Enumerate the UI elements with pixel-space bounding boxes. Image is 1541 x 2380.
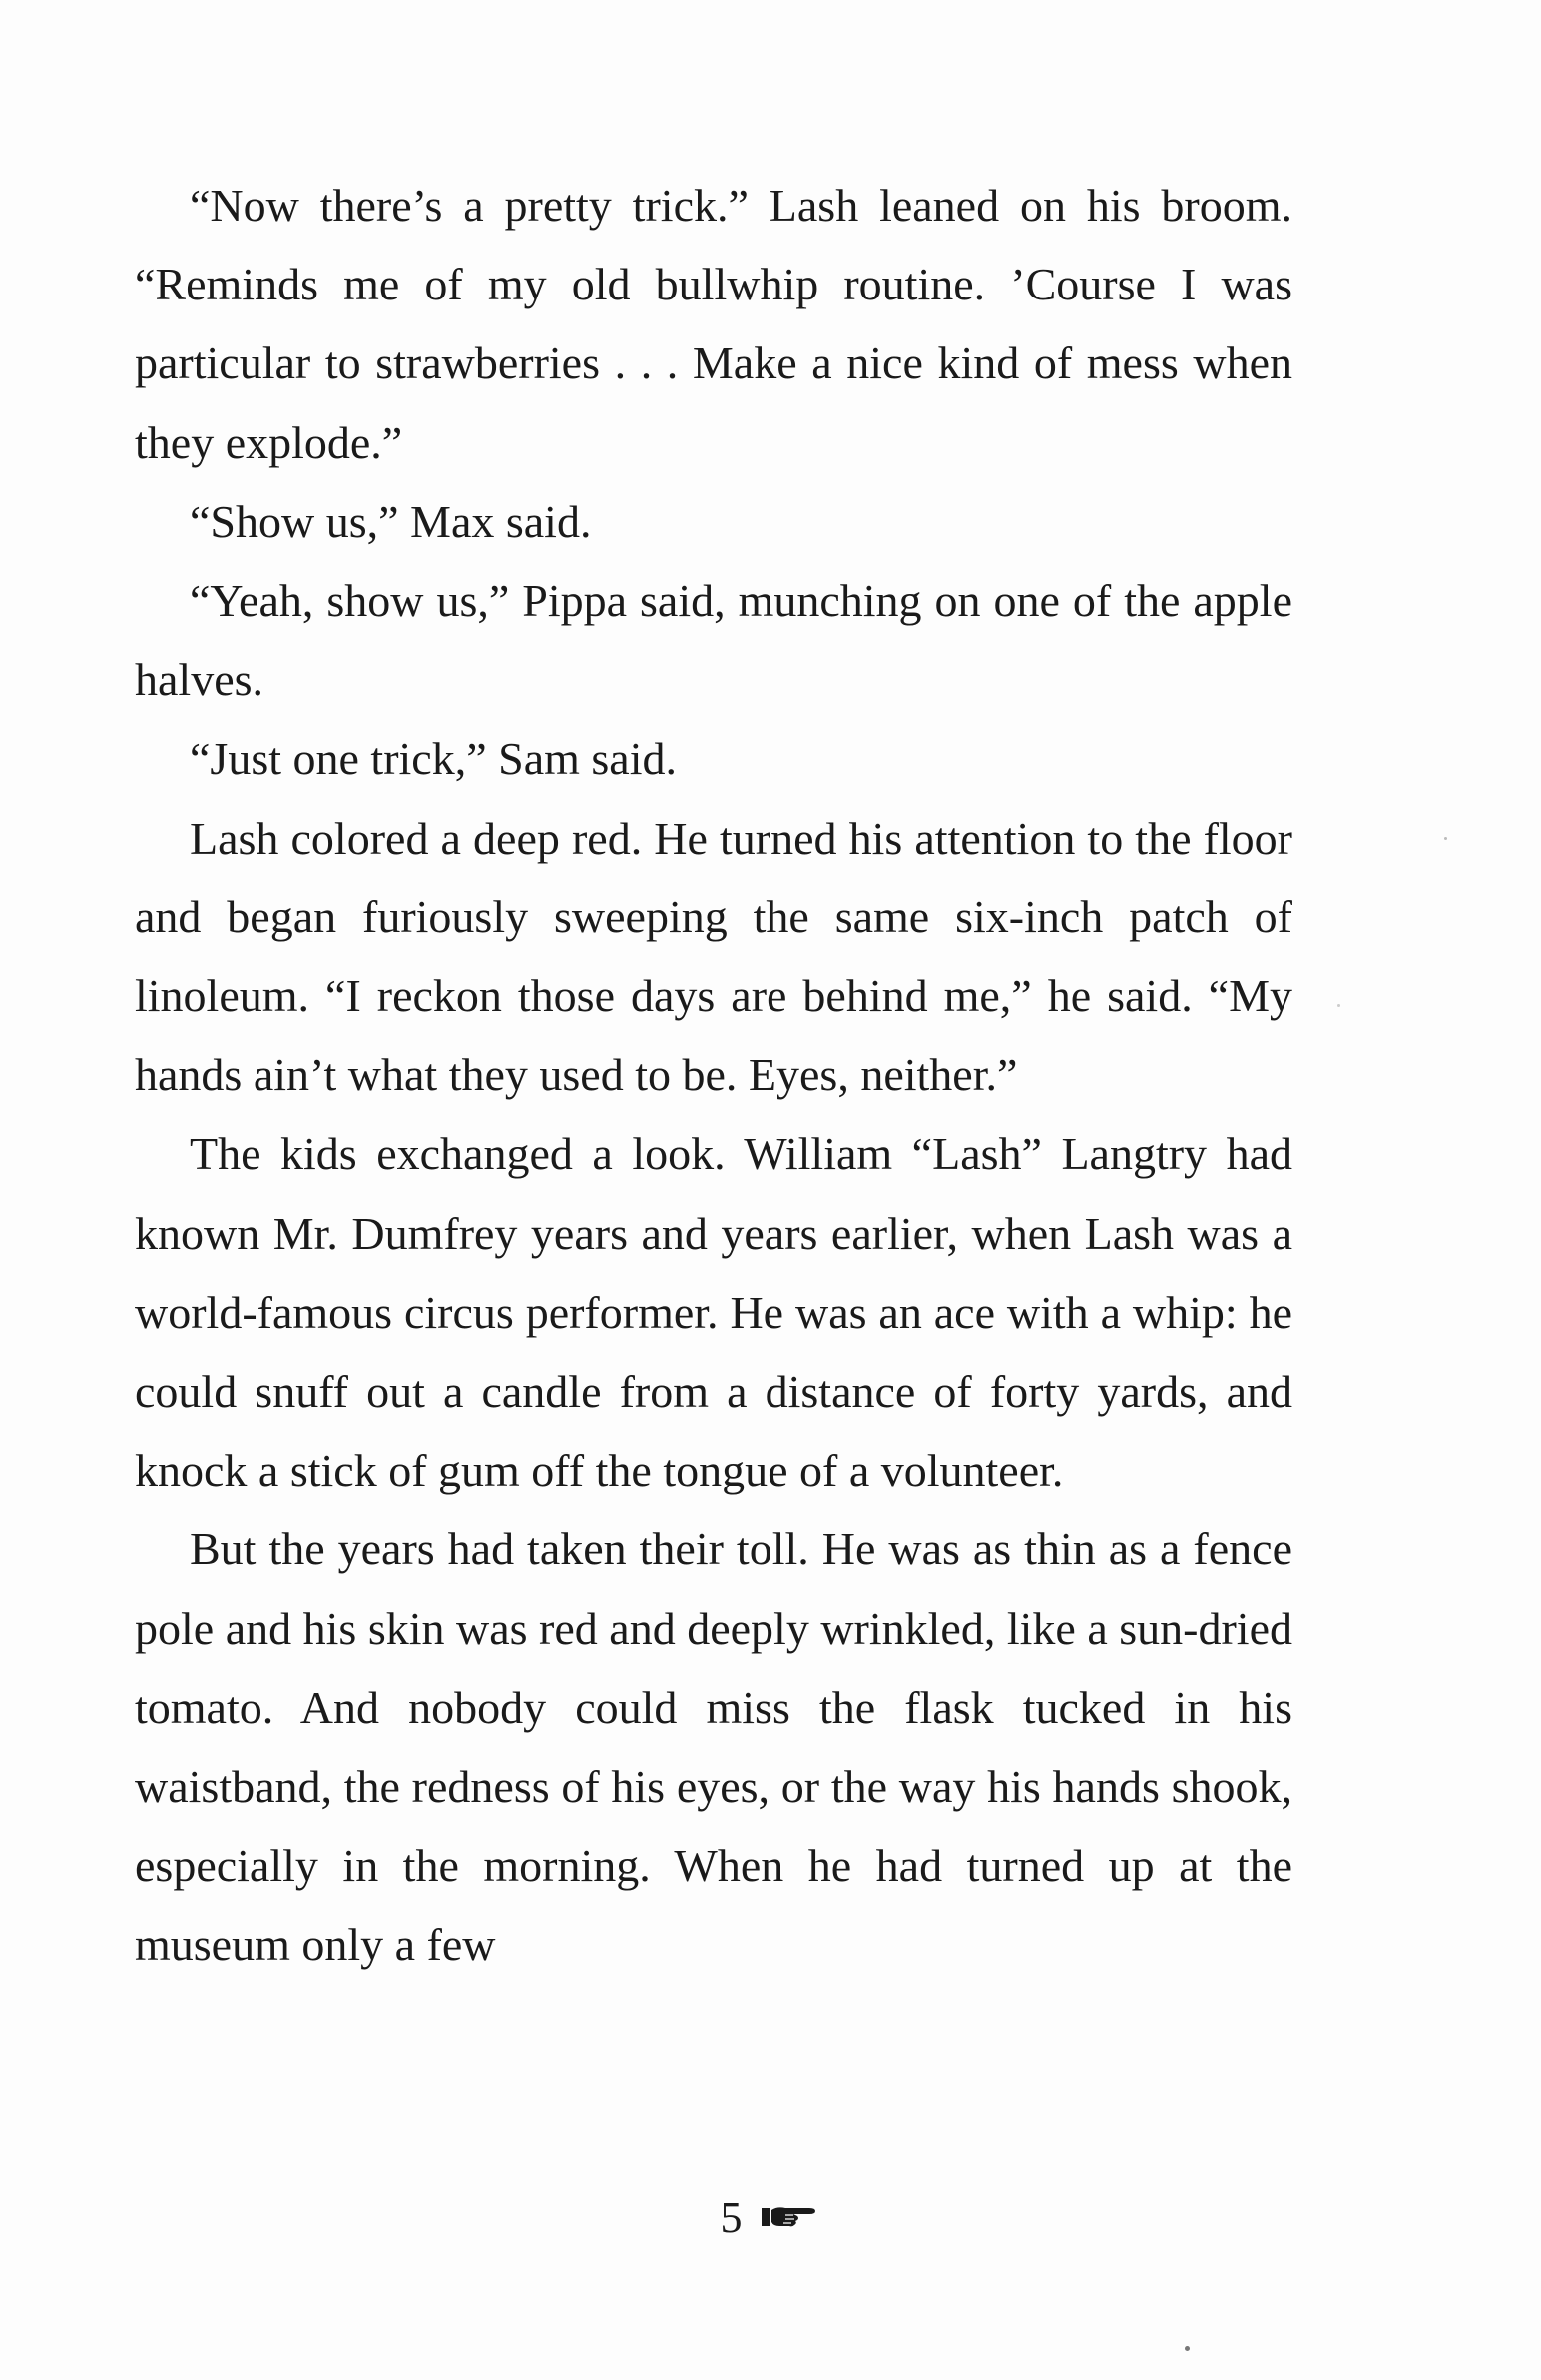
print-speck bbox=[1337, 1004, 1340, 1007]
pointing-hand-icon bbox=[760, 2188, 821, 2248]
page-footer bbox=[0, 2184, 1541, 2248]
paragraph-4: “Just one trick,” Sam said. bbox=[190, 733, 678, 785]
paragraph-3: “Yeah, show us,” Pippa said, munching on one of the apple halves. bbox=[135, 575, 1292, 706]
paragraph-6: The kids exchanged a look. William “Lash” Langtry had known Mr. Dumfrey years and years earlier, when Lash was a world-famous circus performer. He was an ace with a whip: he could snuff out a candle from a distance of forty yards, and knock a stick of gum off the tongue of a volunteer. bbox=[135, 1128, 1292, 1496]
paragraph-7: But the years had taken their toll. He was as thin as a fence pole and his skin was red and deeply wrinkled, like a sun-dried tomato. And nobody could miss the flask tucked in his waistband, the redness of his eyes, or the way his hands shook, especially in the morning. When he had turned up at the museum only a few bbox=[135, 1523, 1292, 1971]
body-text bbox=[135, 166, 1292, 1985]
print-speck bbox=[1444, 837, 1447, 840]
page-number: 5 bbox=[720, 2192, 743, 2242]
paragraph-5: Lash colored a deep red. He turned his attention to the floor and began furiously sweeping the same six-inch patch of linoleum. “I reckon those days are behind me,” he said. “My hands ain’t what they used to be. Eyes, neither.” bbox=[135, 812, 1292, 1101]
paragraph-2: “Show us,” Max said. bbox=[190, 495, 592, 547]
paragraph-1: “Now there’s a pretty trick.” Lash leaned on his broom. “Reminds me of my old bullwhip routine. ’Course I was particular to strawberries . . . Make a nice kind of mess when they explode.” bbox=[135, 180, 1292, 468]
print-speck bbox=[1185, 2346, 1190, 2351]
